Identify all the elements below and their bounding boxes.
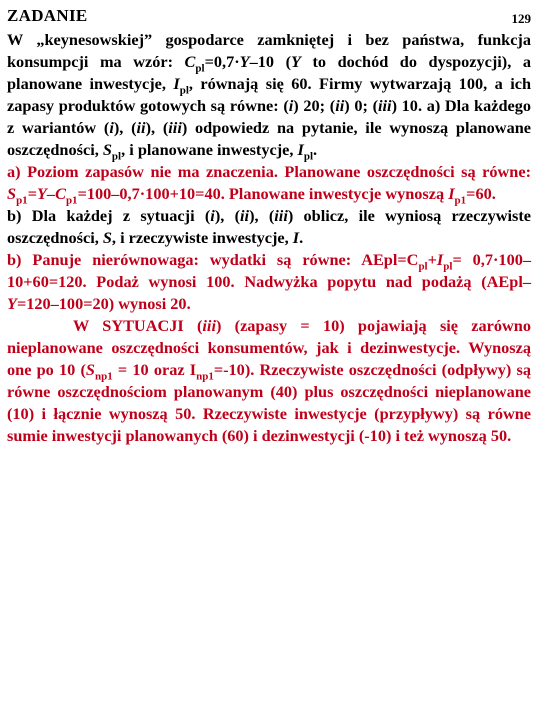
page-number: 129 [511,11,531,26]
task-statement: W „keynesowskiej” gospodarce zamkniętej i bez państwa, funkcja konsumpcji ma wzór: $C_{pl}=0,7\cdot Y-10$ (Y to dochód do dyspozycji), a planowane inwestycje, $I_{pl}$, równają się 60. Firmy wytwarzają 100, a ich zapasy produktów gotowych są równe: (i) 20; (ii) 0; (iii) 10. a) Dla każdego z wariantów (i), (ii), (iii) odpowiedz na pytanie, ile wynoszą planowane oszczędności, $S_{pl}$, i planowane inwestycje, $I_{pl}$. [7,30,532,163]
situation-iii-explanation: W SYTUACJI (iii) (zapasy = 10) pojawiają się zarówno nieplanowane oszczędności konsumentów, jak i dezinwestycje. Wynoszą one po 10 ($S_{np1} = 10$ oraz $I_{np1}=-10$). Rzeczywiste oszczędności (odpływy) są równe oszczędnościom planowanym (40) plus oszczędności nieplanowane (10) i łącznie wynoszą 50. Rzeczywiste inwestycje (przypływy) są równe sumie inwestycji planowanych (60) i dezinwestycji (-10) i też wynoszą 50. [7,316,531,445]
answer-a: a) Poziom zapasów nie ma znaczenia. Planowane oszczędności są równe: $S_{p1}=Y-C_{p1}=100-0,7\cdot 100+10=40$. Planowane inwestycje wynoszą $I_{p1}=60$. [7,162,531,207]
page-header [7,6,531,29]
page-title: ZADANIE [7,6,88,25]
task-b-statement: b) Dla każdej z sytuacji (i), (ii), (iii) oblicz, ile wyniosą rzeczywiste oszczędności, S, i rzeczywiste inwestycje, I. [7,206,532,247]
answer-b: b) Panuje nierównowaga: wydatki są równe: $AEpl=C_{pl}+I_{pl}= 0,7\cdot 100-10+60=120$. Podaż wynosi 100. Nadwyżka popytu nad podażą (AEpl–Y=120–100=20) wynosi 20. [7,250,531,313]
document-page [7,6,531,447]
